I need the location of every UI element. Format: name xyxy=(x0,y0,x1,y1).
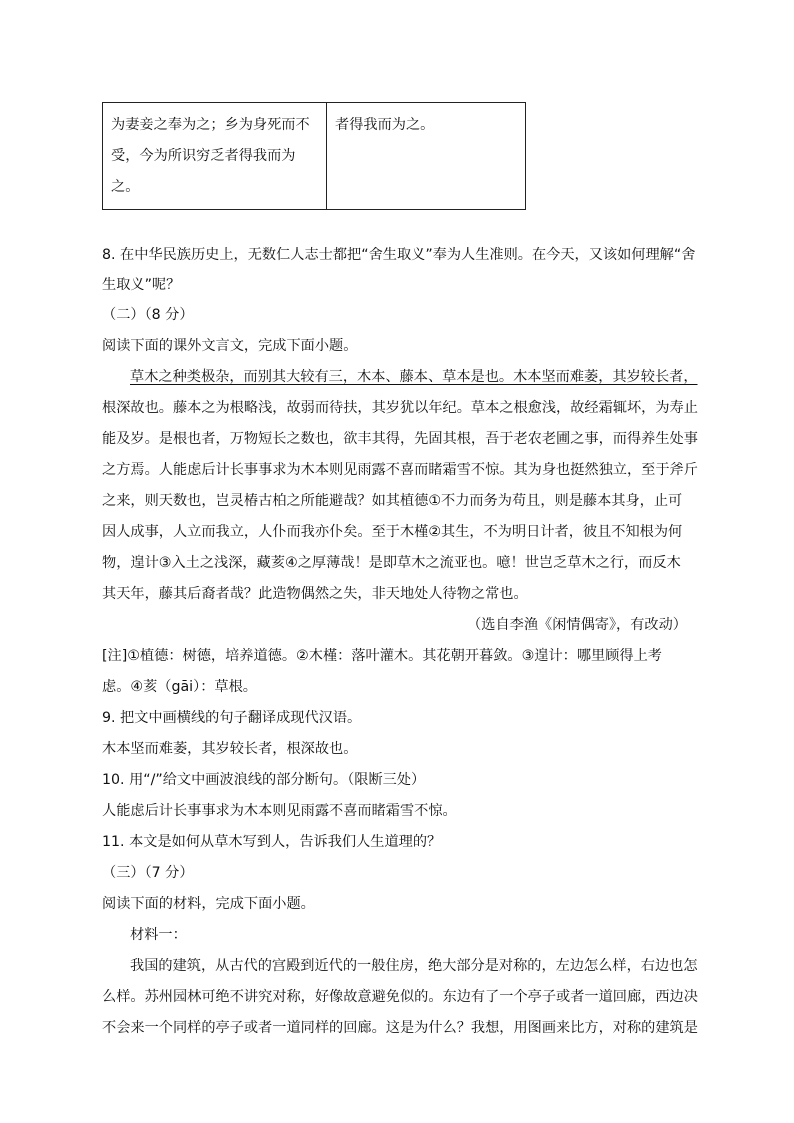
question-10: 10. 用“/”给文中画波浪线的部分断句。（限断三处） xyxy=(102,772,426,788)
passage-line: 因人成事，人立而我立，人仆而我亦仆矣。至于木槿②其生，不为明日计者，彼且不知根为何 xyxy=(102,524,683,540)
section-3-heading: （三）（7 分） xyxy=(102,865,194,881)
section-2-heading: （二）（8 分） xyxy=(102,307,194,323)
comparison-table-fragment xyxy=(102,102,526,210)
underlined-sentence-part: 草木之种类极杂，而别其大较有三，木本、藤本、草本是也。木本坚而难萎，其岁较长者， xyxy=(130,369,698,385)
annotation-notes-line-2: 虑。④荄（gāi）：草根。 xyxy=(102,679,257,695)
question-8-line-2: 生取义”呢？ xyxy=(102,277,181,293)
passage-line: 根深故也。藤本之为根略浅，故弱而待扶，其岁犹以年纪。草本之根愈浅，故经霜辄坏，为寿止 xyxy=(102,400,698,416)
passage-line: 之方焉。人能虑后计长事事求为木本则见雨露不喜而睹霜雪不惊。其为身也挺然独立，至于斧斤 xyxy=(102,462,698,478)
passage-line: 物，遑计③入土之浅深，藏荄④之厚薄哉！是即草木之流亚也。噫！世岂乏草木之行，而反木 xyxy=(102,555,681,571)
annotation-notes-line-1: [注]①植德：树德，培养道德。②木槿：落叶灌木。其花朝开暮敛。③遑计：哪里顾得上考 xyxy=(102,648,662,664)
material-label: 材料一： xyxy=(130,927,187,943)
passage-line: 其天年，藤其后裔者哉？此造物偶然之失，非天地处人待物之常也。 xyxy=(102,586,528,602)
section-3-instruction: 阅读下面的材料，完成下面小题。 xyxy=(102,896,315,912)
material-passage-line: 我国的建筑，从古代的宫殿到近代的一般住房，绝大部分是对称的，左边怎么样，右边也怎 xyxy=(130,958,698,974)
question-8-line-1: 8. 在中华民族历史上，无数仁人志士都把“舍生取义”奉为人生准则。在今天，又该如何理解“舍 xyxy=(102,247,696,263)
section-2-instruction: 阅读下面的课外文言文，完成下面小题。 xyxy=(102,338,358,354)
table-cell-right: 者得我而为之。 xyxy=(327,103,526,210)
passage-line: 之来，则天数也，岂灵椿古柏之所能避哉？如其植德①不力而务为苟且，则是藤本其身，止可 xyxy=(102,493,683,509)
table-cell-left: 为妻妾之奉为之；乡为身死而不受，今为所识穷乏者得我而为之。 xyxy=(103,103,327,210)
question-9-sentence: 木本坚而难萎，其岁较长者，根深故也。 xyxy=(102,741,358,757)
material-passage-line: 不会来一个同样的亭子或者一道同样的回廊。这是为什么？我想，用图画来比方，对称的建筑是 xyxy=(102,1020,698,1036)
passage-line xyxy=(130,367,698,387)
passage-line: 能及岁。是根也者，万物短长之数也，欲丰其得，先固其根，吾于老农老圃之事，而得养生处事 xyxy=(102,431,698,447)
question-11: 11. 本文是如何从草木写到人，告诉我们人生道理的？ xyxy=(102,834,442,850)
passage-source: （选自李渔《闲情偶寄》，有改动） xyxy=(467,617,687,633)
question-10-sentence: 人能虑后计长事事求为木本则见雨露不喜而睹霜雪不惊。 xyxy=(102,803,457,819)
material-passage-line: 么样。苏州园林可绝不讲究对称，好像故意避免似的。东边有了一个亭子或者一道回廊，西边决 xyxy=(102,989,698,1005)
question-9: 9. 把文中画横线的句子翻译成现代汉语。 xyxy=(102,710,362,726)
table-row xyxy=(103,103,526,210)
